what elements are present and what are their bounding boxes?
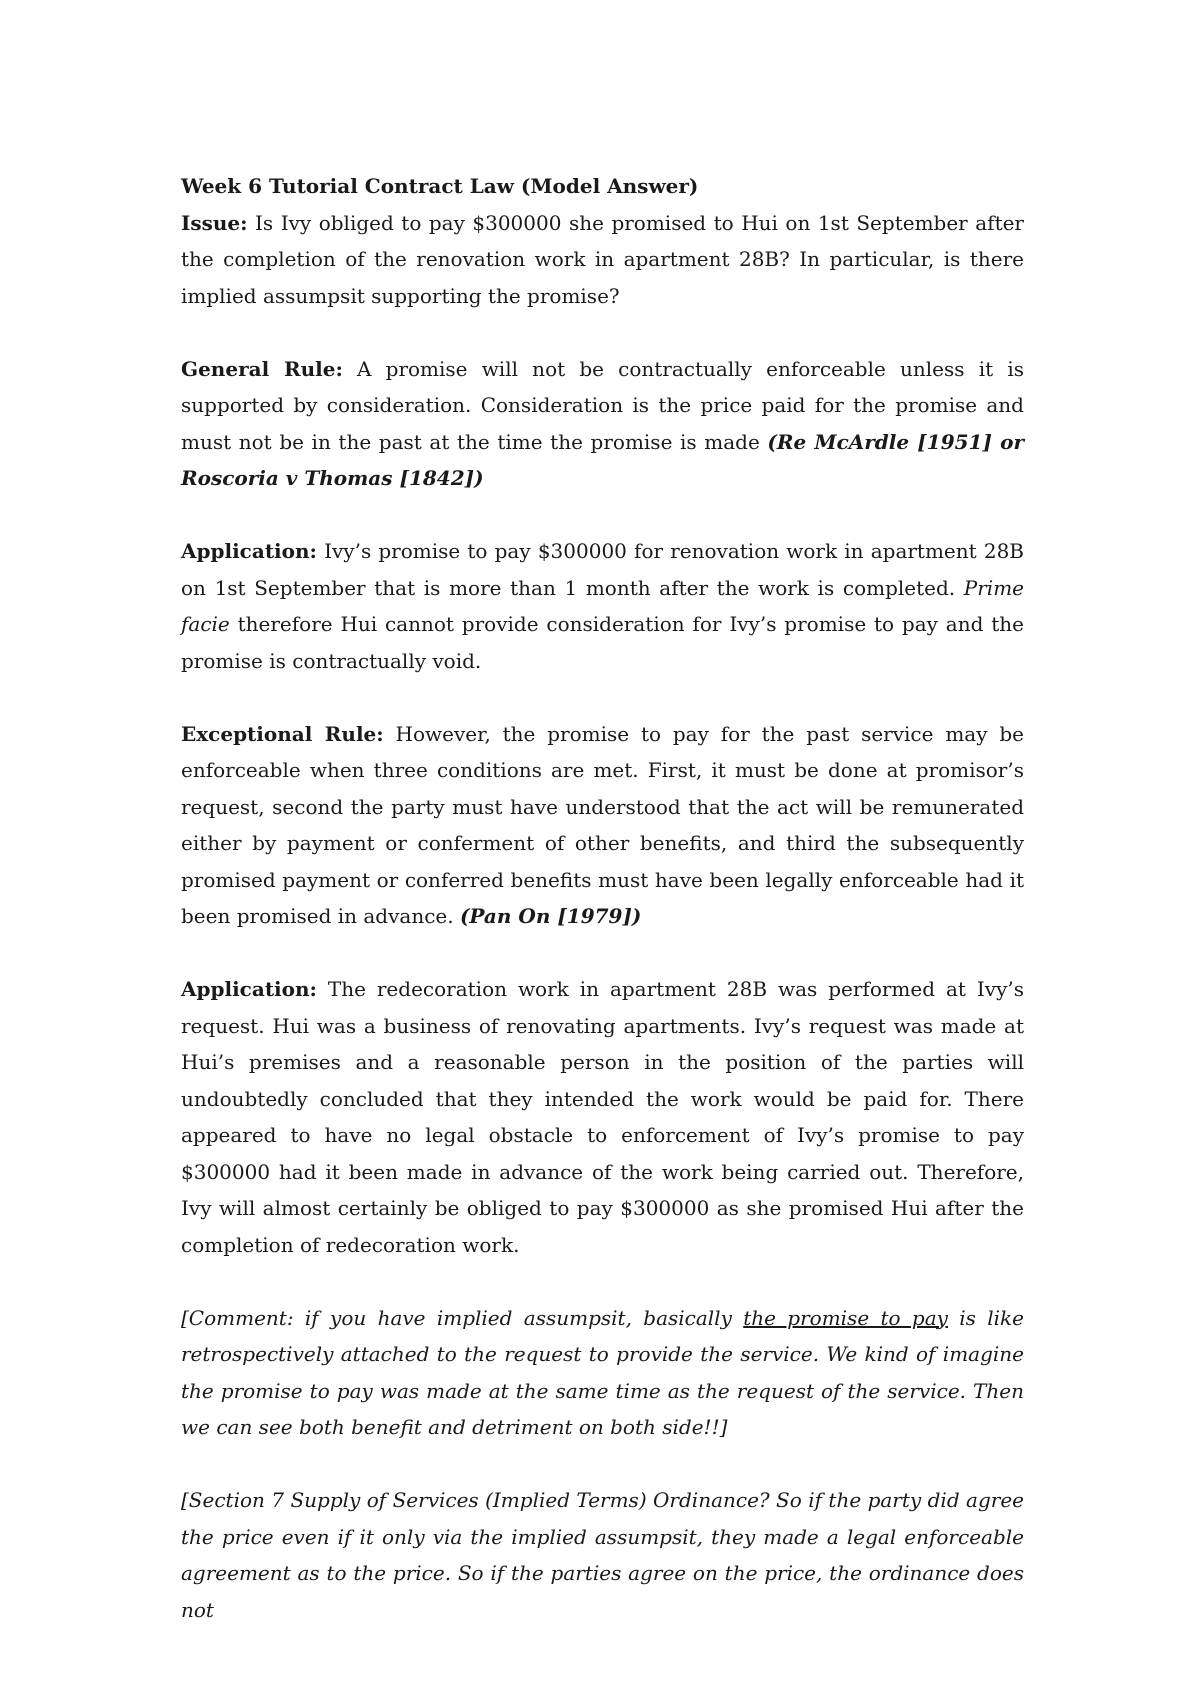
application-2-label: Application: [181, 977, 317, 1001]
exceptional-rule-paragraph [181, 716, 1024, 935]
document-title: Week 6 Tutorial Contract Law (Model Answer) [181, 174, 699, 198]
comment-paragraph [181, 1300, 1024, 1446]
application-1-label: Application: [181, 539, 317, 563]
application-1-paragraph [181, 533, 1024, 679]
application-1-italic: Prime facie [181, 575, 1024, 636]
general-rule-paragraph [181, 351, 1024, 497]
general-rule-text: A promise will not be contractually enforceable unless it is supported by consideration. Consideration is the price paid for the promise and must not be in the past at the time the promise is made [181, 356, 1024, 454]
comment-underlined: the promise to pay [743, 1305, 948, 1330]
application-1-text-b: therefore Hui cannot provide consideration for Ivy’s promise to pay and the promise is contractually void. [181, 612, 1024, 673]
section-note-paragraph [181, 1482, 1024, 1628]
exceptional-rule-cases: (Pan On [1979]) [459, 904, 642, 928]
issue-paragraph [181, 205, 1024, 315]
exceptional-rule-label: Exceptional Rule: [181, 721, 384, 746]
comment-text-a: [Comment: if you have implied assumpsit, basically [181, 1305, 744, 1330]
comment-text-b: is like retrospectively attached to the request to provide the service. We kind of imagine the promise to pay was made at the same time as the request of the service. Then we can see both benefit and detriment on both side!!] [181, 1305, 1024, 1439]
issue-text: Is Ivy obliged to pay $300000 she promised to Hui on 1st September after the completion of the renovation work in apartment 28B? In particular, is there implied assumpsit supporting the promise? [181, 210, 1024, 308]
general-rule-label: General Rule: [181, 356, 343, 381]
application-2-text: The redecoration work in apartment 28B was performed at Ivy’s request. Hui was a business of renovating apartments. Ivy’s request was made at Hui’s premises and a reasonable person in the position of the parties will undoubtedly concluded that they intended the work would be paid for. There appeared to have no legal obstacle to enforcement of Ivy’s promise to pay $300000 had it been made in advance of the work being carried out. Therefore, Ivy will almost certainly be obliged to pay $300000 as she promised Hui after the completion of redecoration work. [181, 977, 1024, 1257]
exceptional-rule-text: However, the promise to pay for the past service may be enforceable when three conditions are met. First, it must be done at promisor’s request, second the party must have understood that the act will be remunerated either by payment or conferment of other benefits, and third the subsequently promised payment or conferred benefits must have been legally enforceable had it been promised in advance. [181, 721, 1024, 928]
document-page [181, 168, 1024, 1665]
issue-label: Issue: [181, 210, 248, 235]
section-note-text: [Section 7 Supply of Services (Implied Terms) Ordinance? So if the party did agree the price even if it only via the implied assumpsit, they made a legal enforceable agreement as to the price. So if the parties agree on the price, the ordinance does not [181, 1488, 1024, 1622]
application-2-paragraph [181, 971, 1024, 1263]
application-1-text-a: Ivy’s promise to pay $300000 for renovation work in apartment 28B on 1st September that is more than 1 month after the work is completed. [181, 539, 1024, 600]
general-rule-cases: (Re McArdle [1951] or Roscoria v Thomas [1842]) [181, 429, 1024, 490]
